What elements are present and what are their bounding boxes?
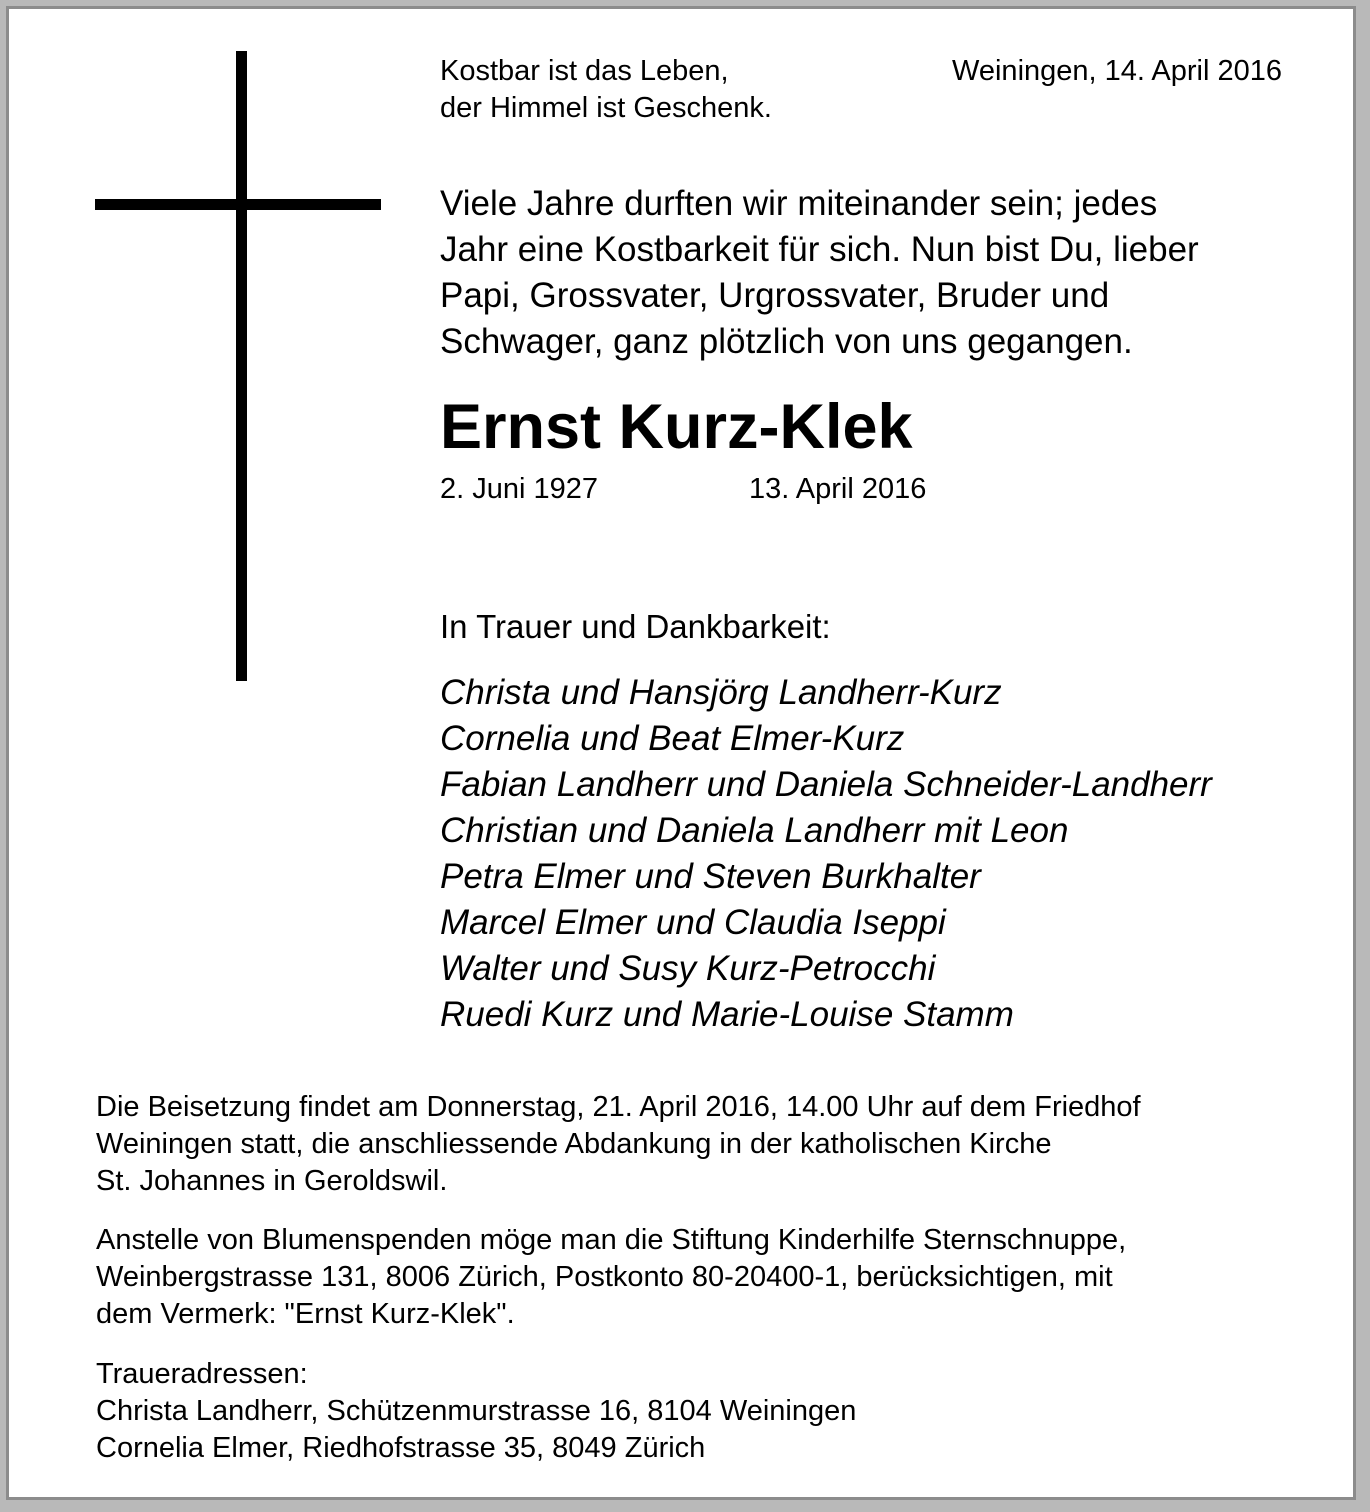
funeral-line: Weiningen statt, die anschliessende Abdankung in der katholischen Kirche bbox=[96, 1128, 1052, 1160]
death-date: 13. April 2016 bbox=[749, 473, 927, 505]
mourner-item: Christian und Daniela Landherr mit Leon bbox=[440, 811, 1069, 850]
address-line: Christa Landherr, Schützenmurstrasse 16, 8104 Weiningen bbox=[96, 1395, 857, 1427]
address-line: Cornelia Elmer, Riedhofstrasse 35, 8049 Zürich bbox=[96, 1432, 706, 1464]
intro-line: Jahr eine Kostbarkeit für sich. Nun bist Du, lieber bbox=[440, 230, 1199, 269]
mourning-heading: In Trauer und Dankbarkeit: bbox=[440, 608, 831, 645]
cross-horizontal-beam bbox=[95, 199, 381, 210]
motto bbox=[440, 53, 772, 127]
cross-vertical-beam bbox=[236, 51, 247, 681]
intro-line: Schwager, ganz plötzlich von uns gegangen. bbox=[440, 322, 1133, 361]
mourning-addresses bbox=[96, 1356, 856, 1467]
mourner-item: Fabian Landherr und Daniela Schneider-Landherr bbox=[440, 765, 1212, 804]
mourner-item: Walter und Susy Kurz-Petrocchi bbox=[440, 949, 936, 988]
motto-line: Kostbar ist das Leben, bbox=[440, 55, 729, 87]
donation-line: Anstelle von Blumenspenden möge man die Stiftung Kinderhilfe Sternschnuppe, bbox=[96, 1224, 1127, 1256]
place-date: Weiningen, 14. April 2016 bbox=[952, 55, 1282, 87]
addresses-heading: Traueradressen: bbox=[96, 1358, 308, 1390]
donation-line: dem Vermerk: "Ernst Kurz-Klek". bbox=[96, 1298, 515, 1330]
birth-date: 2. Juni 1927 bbox=[440, 473, 599, 505]
funeral-line: Die Beisetzung findet am Donnerstag, 21. April 2016, 14.00 Uhr auf dem Friedhof bbox=[96, 1091, 1141, 1123]
mourner-item: Cornelia und Beat Elmer-Kurz bbox=[440, 719, 905, 758]
mourner-item: Christa und Hansjörg Landherr-Kurz bbox=[440, 673, 1002, 712]
intro-text bbox=[440, 181, 1199, 365]
funeral-line: St. Johannes in Geroldswil. bbox=[96, 1165, 448, 1197]
mourners-list bbox=[440, 670, 1212, 1038]
intro-line: Viele Jahre durften wir miteinander sein; jedes bbox=[440, 184, 1158, 223]
mourner-item: Ruedi Kurz und Marie-Louise Stamm bbox=[440, 995, 1014, 1034]
funeral-info bbox=[96, 1089, 1141, 1200]
donation-info bbox=[96, 1222, 1126, 1333]
obituary-notice bbox=[6, 6, 1356, 1500]
donation-line: Weinbergstrasse 131, 8006 Zürich, Postkonto 80-20400-1, berücksichtigen, mit bbox=[96, 1261, 1113, 1293]
mourner-item: Petra Elmer und Steven Burkhalter bbox=[440, 857, 981, 896]
mourner-item: Marcel Elmer und Claudia Iseppi bbox=[440, 903, 946, 942]
deceased-name: Ernst Kurz-Klek bbox=[440, 392, 913, 462]
intro-line: Papi, Grossvater, Urgrossvater, Bruder und bbox=[440, 276, 1110, 315]
motto-line: der Himmel ist Geschenk. bbox=[440, 92, 772, 124]
